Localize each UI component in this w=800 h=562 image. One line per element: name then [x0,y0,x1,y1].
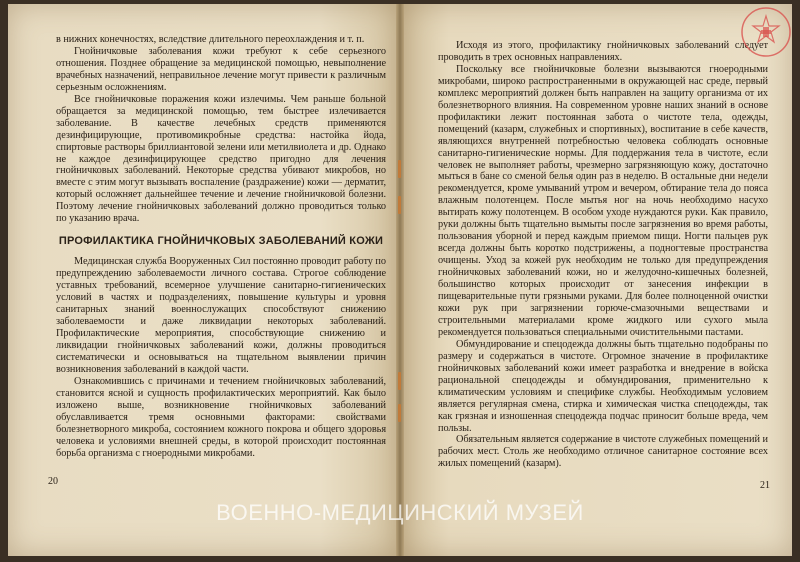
paragraph: Все гнойничковые поражения кожи излечимы. Чем раньше больной обращается за медицинской помощью, тем быстрее излечивается заболевание. В качестве лечебных средств применяются дезинфицирующие, противомикробные средства: настойка йода, спиртовые растворы бриллиантовой зелени или метилвиолета и др. Однако не каждое дезинфицирующее средство пригодно для лечения гнойничковых заболеваний. Некоторые средства убивают микробов, но вместе с этим могут вызывать воспаление (раздражение) кожи — дерматит, который осложняет дальнейшее течение и лечение гнойничковой болезни. Поэтому лечение гнойничковых заболеваний должно проводиться только по указанию врача. [56,93,386,225]
museum-stamp-logo [738,4,794,60]
binding-stitch [398,160,401,178]
page-number-right: 21 [760,480,770,491]
paragraph: в нижних конечностях, вследствие длительного переохлаждения и т. п. [56,34,365,45]
binding-stitch [398,196,401,214]
paragraph: Медицинская служба Вооруженных Сил постоянно проводит работу по предупреждению заболеваемости личного состава. Строгое соблюдение уставных требований, всемерное улучшение санитарно-гигиенических условий в частях и подразделениях, повышение культуры и уровня санитарных знаний военнослужащих способствуют снижению заболеваемости и даже ликвидации некоторых заболеваний. Профилактические мероприятия, способствующие снижению и ликвидации гнойничковых заболеваний кожи, должны проводиться систематически и основываться на тщательном выявлении причин возникновения заболеваний в каждой части. [56,256,386,375]
paragraph: Обязательным является содержание в чистоте служебных помещений и рабочих мест. Столь же необходимо отличное санитарное состояние всех жилых помещений (казарм). [438,434,768,470]
paragraph: Обмундирование и спецодежда должны быть тщательно подобраны по размеру и содержаться в чистоте. Огромное значение в профилактике гнойничковых заболеваний кожи имеет разработка и внедрение в войска рациональной спецодежды и обмундирования, применительно к климатическим условиям и специфике службы. Необходимым условием является регулярная смена, стирка и химическая чистка спецодежды, так как грязная и изношенная спецодежда подчас приносит больше вреда, чем пользы. [438,338,768,434]
binding-stitch [398,404,401,422]
paragraph: Поскольку все гнойничковые болезни вызываются гноеродными микробами, широко распространенными в окружающей нас среде, первый комплекс мероприятий должен быть направлен на защиту организма от их болезнетворного влияния. На современном уровне наших знаний в основе профилактики лежит постоянная забота о чистоте тела, одежды, помещений (казарм, служебных и спортивных), воспитание в себе качеств, являющихся внутренней потребностью человека соблюдать основные санитарно-гигиенические нормы. Для поддержания тела в чистоте, если человек не выполняет работы, чрезмерно загрязняющую кожу, достаточно мыться в бане со сменой белья один раз в неделю. В остальные дни недели рекомендуется, кроме умываний утром и вечером, обтирание тела до пояса влажным полотенцем. После мытья ног на ночь необходимо насухо вытирать кожу полотенцем. В особом уходе нуждаются руки. Как правило, руки должны быть тщательно вымыты после загрязнения во время работы, пользования уборной и перед каждым приемом пищи. Ногти пальцев рук всегда должны быть коротко подстрижены, а подногтевые пространства очищены. Уход за кожей рук необходим не только для предупреждения гнойничковых заболеваний кожи, но и желудочно-кишечных болезней, большинство которых происходит от занесения инфекции в пищеварительные пути грязными руками. Для более полноценной очистки кожи рук при загрязнении горюче-смазочными веществами и строительными материалами кроме жидкого или сухого мыла рекомендуется пользоваться специальными очистительными пастами. [438,63,768,338]
paragraph: Ознакомившись с причинами и течением гнойничковых заболеваний, становится ясной и сущность профилактических мероприятий. Как было изложено выше, возникновение гнойничковых заболеваний обуславливается тремя основными факторами: свойствами болезнетворного микроба, состоянием кожного покрова и общего здоровья человека и условиями внешней среды, в которой происходит постоянная борьба организма с гноеродными микробами. [56,375,386,459]
page-number-left: 20 [48,476,58,487]
paragraph: Исходя из этого, профилактику гнойничковых заболеваний следует проводить в трех основных направлениях. [438,40,768,63]
right-text-column [438,40,768,470]
left-text-column [56,34,386,459]
paragraph: Гнойничковые заболевания кожи требуют к себе серьезного отношения. Позднее обращение за медицинской помощью, невыполнение врачебных назначений, неправильное лечение могут привести к различным серьезным осложнениям. [56,45,386,93]
book-gutter [396,4,404,556]
watermark: ВОЕННО-МЕДИЦИНСКИЙ МУЗЕЙ [216,500,584,525]
section-heading: ПРОФИЛАКТИКА ГНОЙНИЧКОВЫХ ЗАБОЛЕВАНИЙ КОЖИ [58,235,384,248]
binding-stitch [398,372,401,390]
